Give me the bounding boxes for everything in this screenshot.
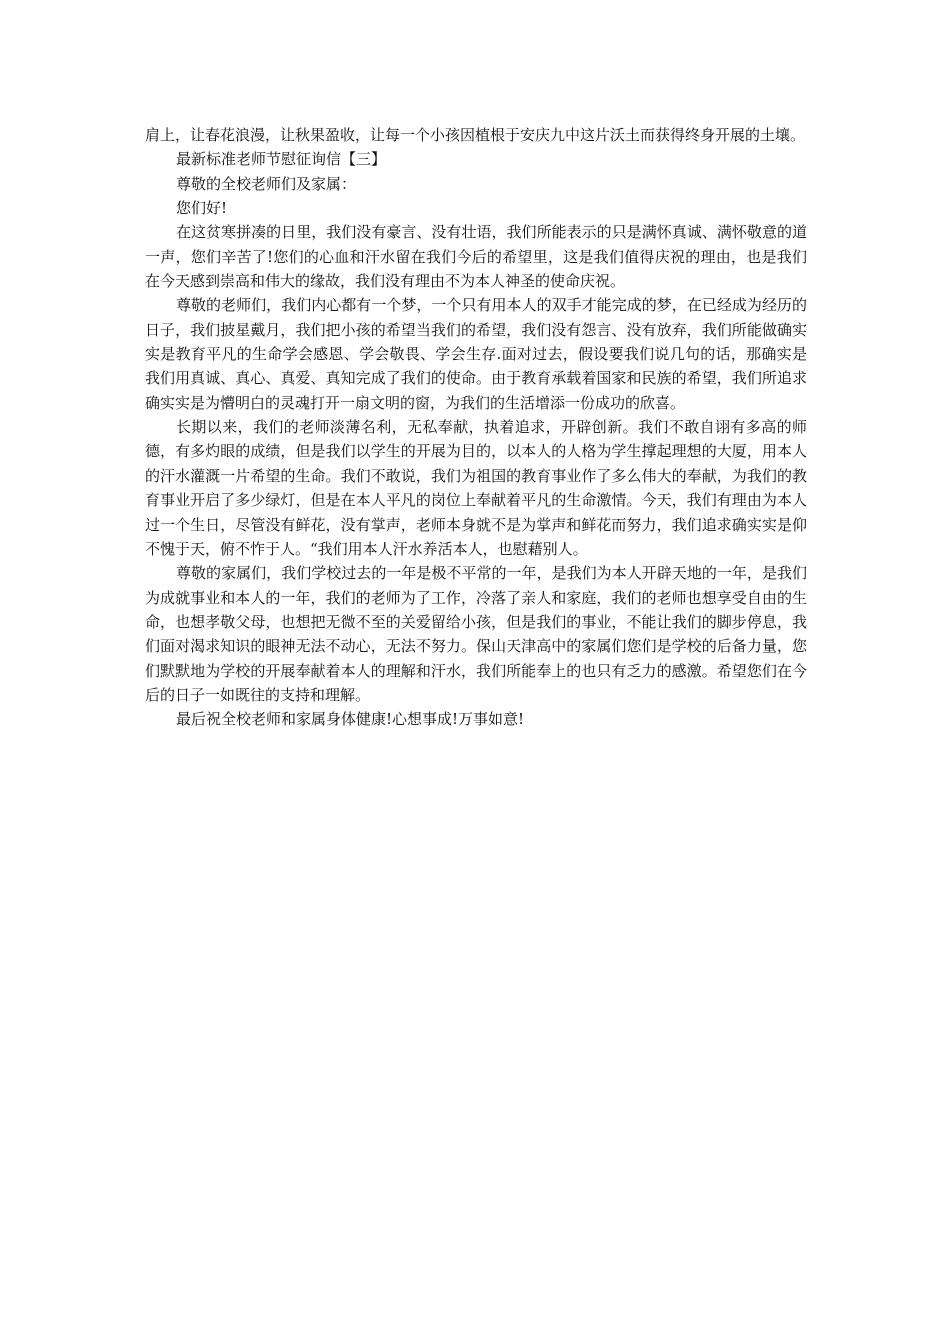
closing-wishes: 最后祝全校老师和家属身体健康!心想事成!万事如意!: [176, 710, 525, 729]
paragraph-body: 尊敬的老师们，我们内心都有一个梦，一个只有用本人的双手才能完成的梦，在已经成为经历的日子，我们披星戴月，我们把小孩的希望当我们的希望，我们没有怨言、没有放弃，我们所能做确实实是教育平凡的生命学会感恩、学会敬畏、学会生存.面对过去，假设要我们说几句的话，那确实是我们用真诚、真心、真爱、真知完成了我们的使命。由于教育承载着国家和民族的希望，我们所追求确实实是为懵明白的灵魂打开一扇文明的窗，为我们的生活增添一份成功的欣喜。: [145, 296, 807, 412]
paragraph-body: 尊敬的家属们，我们学校过去的一年是极不平常的一年，是我们为本人开辟天地的一年，是我们为成就事业和本人的一年，我们的老师为了工作，冷落了亲人和家庭，我们的老师也想享受自由的生命，也想孝敬父母，也想把无微不至的关爱留给小孩，但是我们的事业，不能让我们的脚步停息，我们面对渴求知识的眼神无法不动心，无法不努力。保山天津高中的家属们您们是学校的后备力量，您们默默地为学校的开展奉献着本人的理解和汗水，我们所能奉上的也只有乏力的感激。希望您们在今后的日子一如既往的支持和理解。: [145, 564, 807, 704]
salutation: 尊敬的全校老师们及家属：: [176, 174, 357, 193]
document-page: [145, 123, 807, 732]
paragraph-body: 长期以来，我们的老师淡薄名利，无私奉献，执着追求，开辟创新。我们不敢自诩有多高的师德，有多灼眼的成绩，但是我们以学生的开展为目的，以本人的人格为学生撑起理想的大厦，用本人的汗水灌溉一片希望的生命。我们不敢说，我们为祖国的教育事业作了多么伟大的奉献，为我们的教育事业开启了多少绿灯，但是在本人平凡的岗位上奉献着平凡的生命激情。今天，我们有理由为本人过一个生日，尽管没有鲜花，没有掌声，老师本身就不是为掌声和鲜花而努力，我们追求确实实是仰不愧于天，俯不怍于人。“我们用本人汗水养活本人，也慰藉别人。: [145, 418, 807, 558]
paragraph-continuation: 肩上，让春花浪漫，让秋果盈收，让每一个小孩因植根于安庆九中这片沃土而获得终身开展的土壤。: [145, 126, 806, 144]
paragraph-body: 在这贫寒拼凑的日里，我们没有豪言、没有壮语，我们所能表示的只是满怀真诚、满怀敬意的道一声，您们辛苦了!您们的心血和汗水留在我们今后的希望里，这是我们值得庆祝的理由，也是我们在今天感到崇高和伟大的缘故，我们没有理由不为本人神圣的使命庆祝。: [145, 223, 807, 291]
section-heading: 最新标准老师节慰征询信【三】: [176, 150, 387, 169]
greeting: 您们好!: [176, 199, 228, 218]
